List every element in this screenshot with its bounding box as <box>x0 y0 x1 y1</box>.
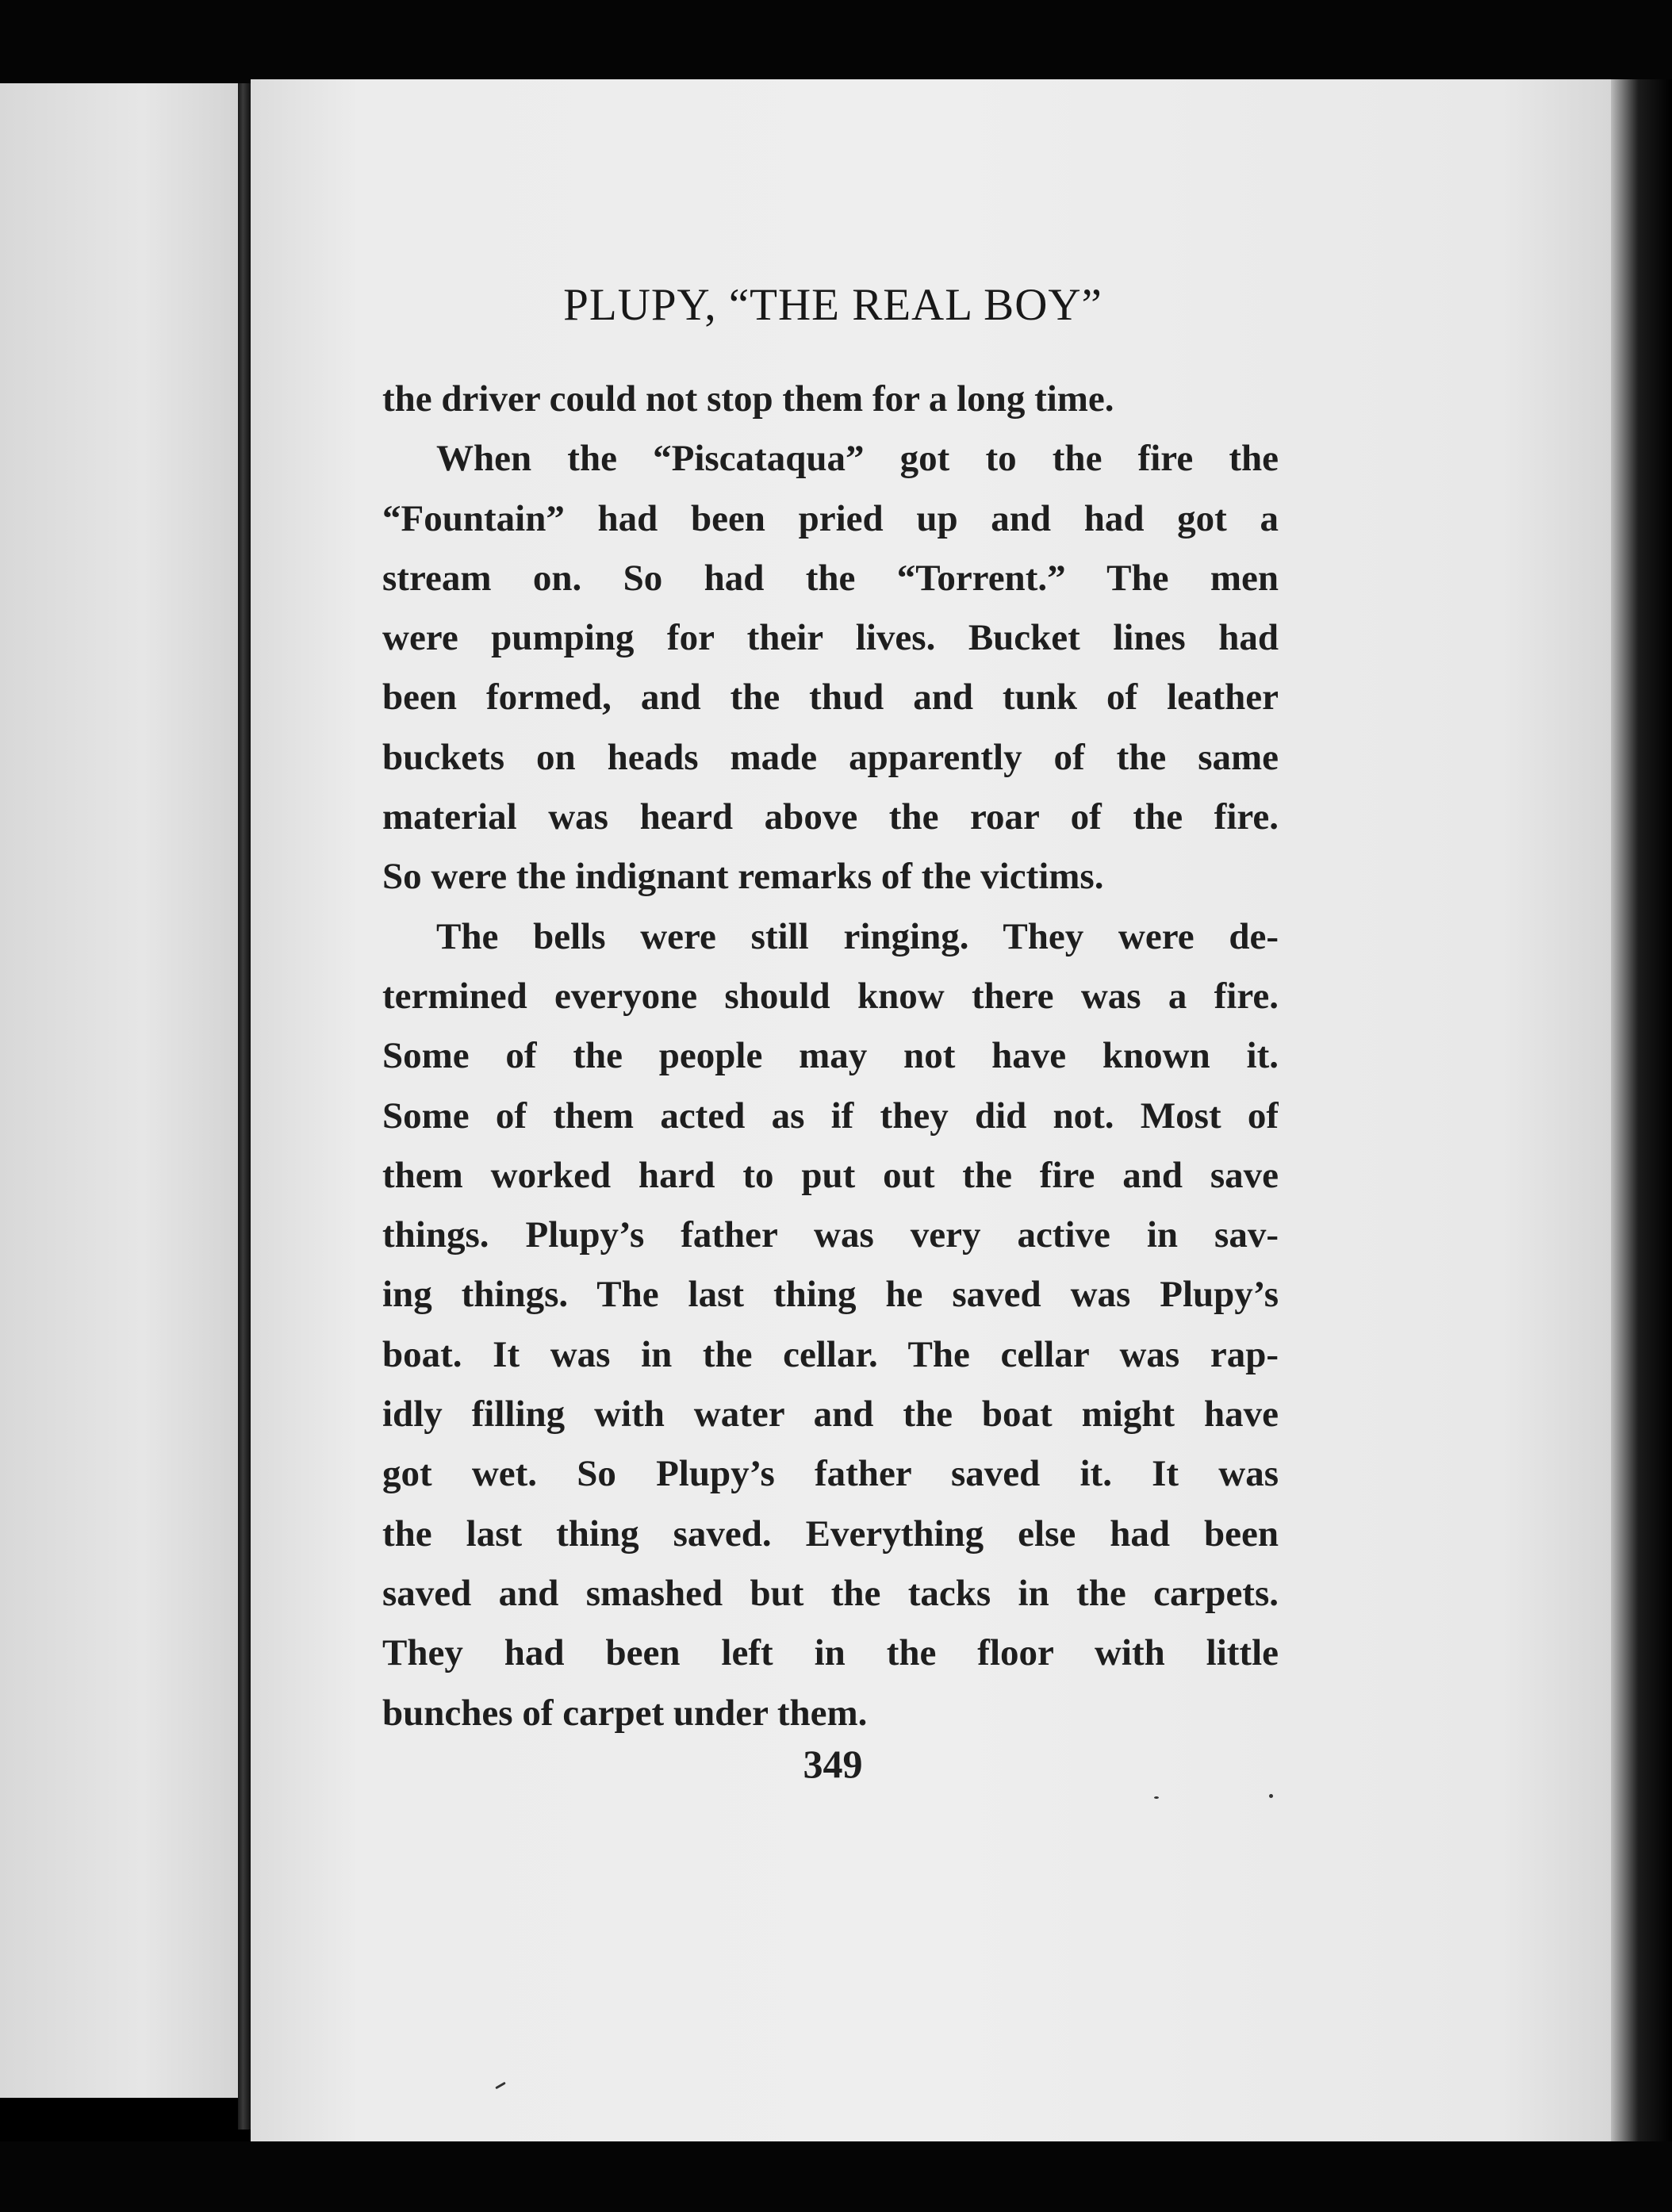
text-line: material was heard above the roar of the fire. <box>382 796 1279 838</box>
text-line: When the “Piscataqua” got to the fire the <box>436 438 1279 480</box>
text-line: So were the indignant remarks of the victims. <box>382 856 1104 898</box>
text-line: Some of them acted as if they did not. Most of <box>382 1094 1279 1137</box>
text-line: termined everyone should know there was a fire. <box>382 975 1279 1017</box>
running-header: PLUPY, “THE REAL BOY” <box>563 280 1103 330</box>
facing-page-edge <box>0 83 238 2098</box>
text-line: “Fountain” had been pried up and had got a <box>382 497 1279 539</box>
text-line: idly filling with water and the boat might have <box>382 1394 1279 1436</box>
page-number: 349 <box>803 1742 863 1786</box>
text-line: them worked hard to put out the fire and save <box>382 1154 1279 1196</box>
text-line: bunches of carpet under them. <box>382 1692 868 1734</box>
text-line: been formed, and the thud and tunk of leather <box>382 677 1279 719</box>
text-line: got wet. So Plupy’s father saved it. It was <box>382 1453 1279 1495</box>
text-line: The bells were still ringing. They were de- <box>436 915 1279 957</box>
body-text <box>382 370 1279 1743</box>
scan-border-top <box>0 0 1672 87</box>
text-line: were pumping for their lives. Bucket lines had <box>382 617 1279 659</box>
text-line: ing things. The last thing he saved was Plupy’s <box>382 1274 1279 1316</box>
scan-speck <box>1269 1794 1273 1798</box>
text-line: Some of the people may not have known it. <box>382 1035 1279 1077</box>
text-line: boat. It was in the cellar. The cellar was rap- <box>382 1333 1279 1375</box>
page-edge-shadow <box>1611 79 1672 2212</box>
scan-speck <box>1154 1796 1159 1799</box>
scan-border-bottom <box>0 2141 1672 2212</box>
text-line: stream on. So had the “Torrent.” The men <box>382 557 1279 599</box>
text-line: saved and smashed but the tacks in the carpets. <box>382 1572 1279 1614</box>
text-line: things. Plupy’s father was very active in sav- <box>382 1214 1279 1256</box>
book-binding <box>238 83 251 2130</box>
text-line: the driver could not stop them for a long time. <box>382 378 1114 420</box>
text-line: buckets on heads made apparently of the same <box>382 736 1279 778</box>
text-line: the last thing saved. Everything else had been <box>382 1512 1279 1555</box>
text-line: They had been left in the floor with little <box>382 1632 1279 1674</box>
